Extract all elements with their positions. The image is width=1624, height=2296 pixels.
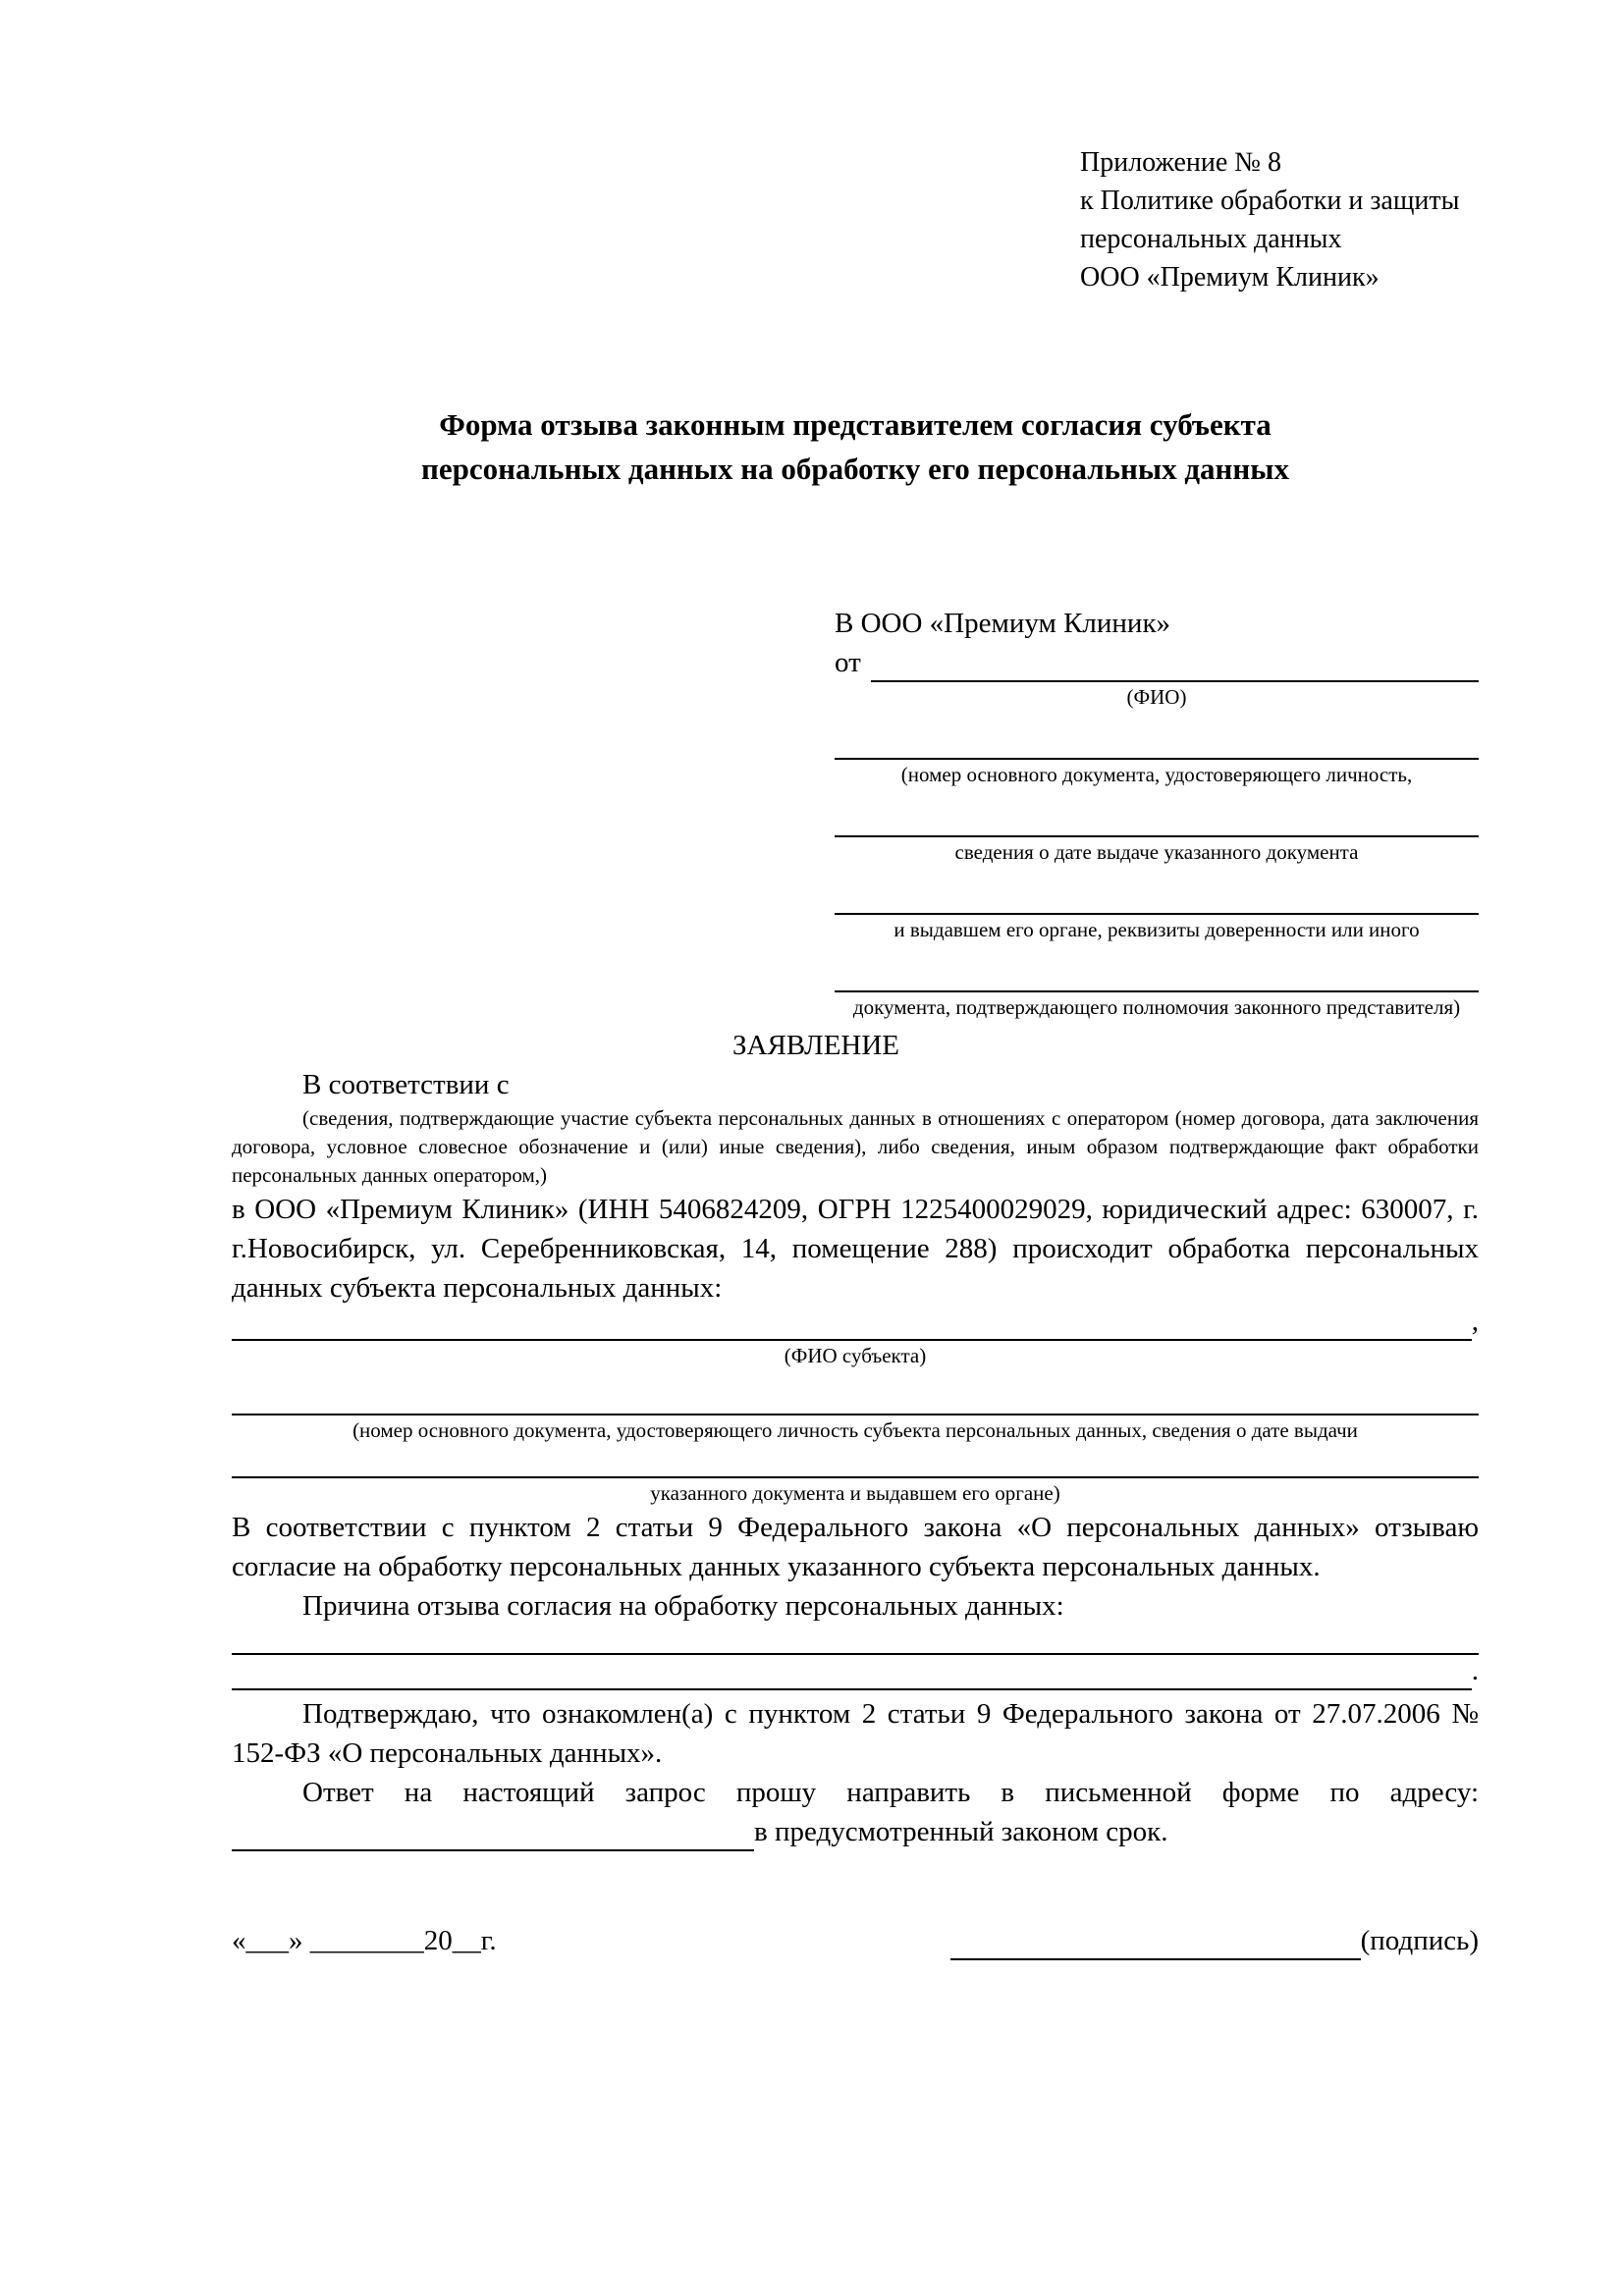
authority-document-blank-line <box>835 944 1479 992</box>
from-label: от <box>835 647 861 678</box>
intro-note: (сведения, подтверждающие участие субъекта персональных данных в отношениях с оператором (номер договора, дата заключения договора, условное словесное обозначение и (или) иные сведения), либо сведения, иным образом подтверждающие факт обработки персональных данных оператором,) <box>232 1106 1479 1187</box>
appendix-line: персональных данных <box>1080 224 1342 254</box>
subject-document-blank-line <box>232 1370 1479 1415</box>
comma-suffix: , <box>1471 1306 1479 1337</box>
intro-label: В соответствии с <box>302 1069 510 1100</box>
title-line: персональных данных на обработку его персональных данных <box>421 452 1289 486</box>
field-caption-subject-fio: (ФИО субъекта) <box>784 1344 927 1367</box>
appendix-line: ООО «Премиум Клиник» <box>1080 262 1380 293</box>
reason-continuation-blank-line <box>232 1641 1479 1655</box>
reason-continuation-blank-line-2 <box>232 1688 1472 1690</box>
intro-row <box>232 1065 1479 1104</box>
withdrawal-paragraph: В соответствии с пунктом 2 статьи 9 Федерального закона «О персональных данных» отзываю согласие на обработку персональных данных указанного субъекта персональных данных. <box>232 1512 1479 1582</box>
field-caption-issue-date: сведения о дате выдаче указанного документа <box>954 840 1359 864</box>
appendix-header <box>1080 143 1479 296</box>
issue-date-blank-line <box>835 789 1479 837</box>
signature-blank-line <box>950 1958 1361 1960</box>
reply-suffix: в предусмотренный законом срок. <box>754 1816 1168 1847</box>
date-line: «___» ________20__г. <box>232 1925 497 1956</box>
document-number-blank-line <box>835 712 1479 760</box>
document-title <box>232 402 1479 491</box>
field-caption-document-number: (номер основного документа, удостоверяющего личность, <box>900 763 1413 786</box>
field-caption-issuing-authority: и выдавшем его органе, реквизиты доверенности или иного <box>893 918 1420 941</box>
signature-group <box>950 1921 1479 1960</box>
subject-fio-row <box>232 1308 1479 1341</box>
field-caption-subject-document-authority: указанного документа и выдавшем его органе) <box>650 1481 1060 1505</box>
reply-address-blank-line <box>232 1849 754 1851</box>
issuing-authority-blank-line <box>835 867 1479 915</box>
reason-continuation-row <box>232 1655 1479 1690</box>
field-caption-authority-document: документа, подтверждающего полномочия законного представителя) <box>852 995 1461 1019</box>
field-caption-subject-document: (номер основного документа, удостоверяющего личность субъекта персональных данных, сведения о дате выдачи <box>352 1418 1358 1442</box>
reply-address-row <box>232 1812 1479 1851</box>
signature-caption: (подпись) <box>1360 1925 1479 1956</box>
confirm-paragraph: Подтверждаю, что ознакомлен(а) с пунктом 2 статьи 9 Федерального закона от 27.07.2006 № 152-ФЗ «О персональных данных». <box>232 1698 1479 1769</box>
period-suffix: . <box>1471 1655 1479 1686</box>
appendix-line: Приложение № 8 <box>1080 147 1281 178</box>
field-caption-fio: (ФИО) <box>1126 685 1187 709</box>
from-row <box>835 643 1479 682</box>
reply-paragraph: Ответ на настоящий запрос прошу направить в письменной форме по адресу: <box>302 1777 1479 1808</box>
operator-paragraph: в ООО «Премиум Клиник» (ИНН 5406824209, ОГРН 1225400029029, юридический адрес: 630007, г. г.Новосибирск, ул. Серебренниковская, 14, помещение 288) происходит обработка персональных данных субъекта персональных данных: <box>232 1194 1479 1304</box>
appendix-line: к Политике обработки и защиты <box>1080 186 1460 216</box>
title-line: Форма отзыва законным представителем согласия субъекта <box>439 407 1272 442</box>
statement-heading: ЗАЯВЛЕНИЕ <box>731 1030 900 1061</box>
subject-document-authority-blank-line <box>232 1445 1479 1478</box>
addressee-block <box>835 604 1479 1022</box>
reason-row <box>232 1586 1479 1626</box>
footer-row <box>232 1916 1479 1960</box>
reason-label: Причина отзыва согласия на обработку персональных данных: <box>302 1590 1064 1622</box>
addressee-to: В ООО «Премиум Клиник» <box>835 608 1171 639</box>
